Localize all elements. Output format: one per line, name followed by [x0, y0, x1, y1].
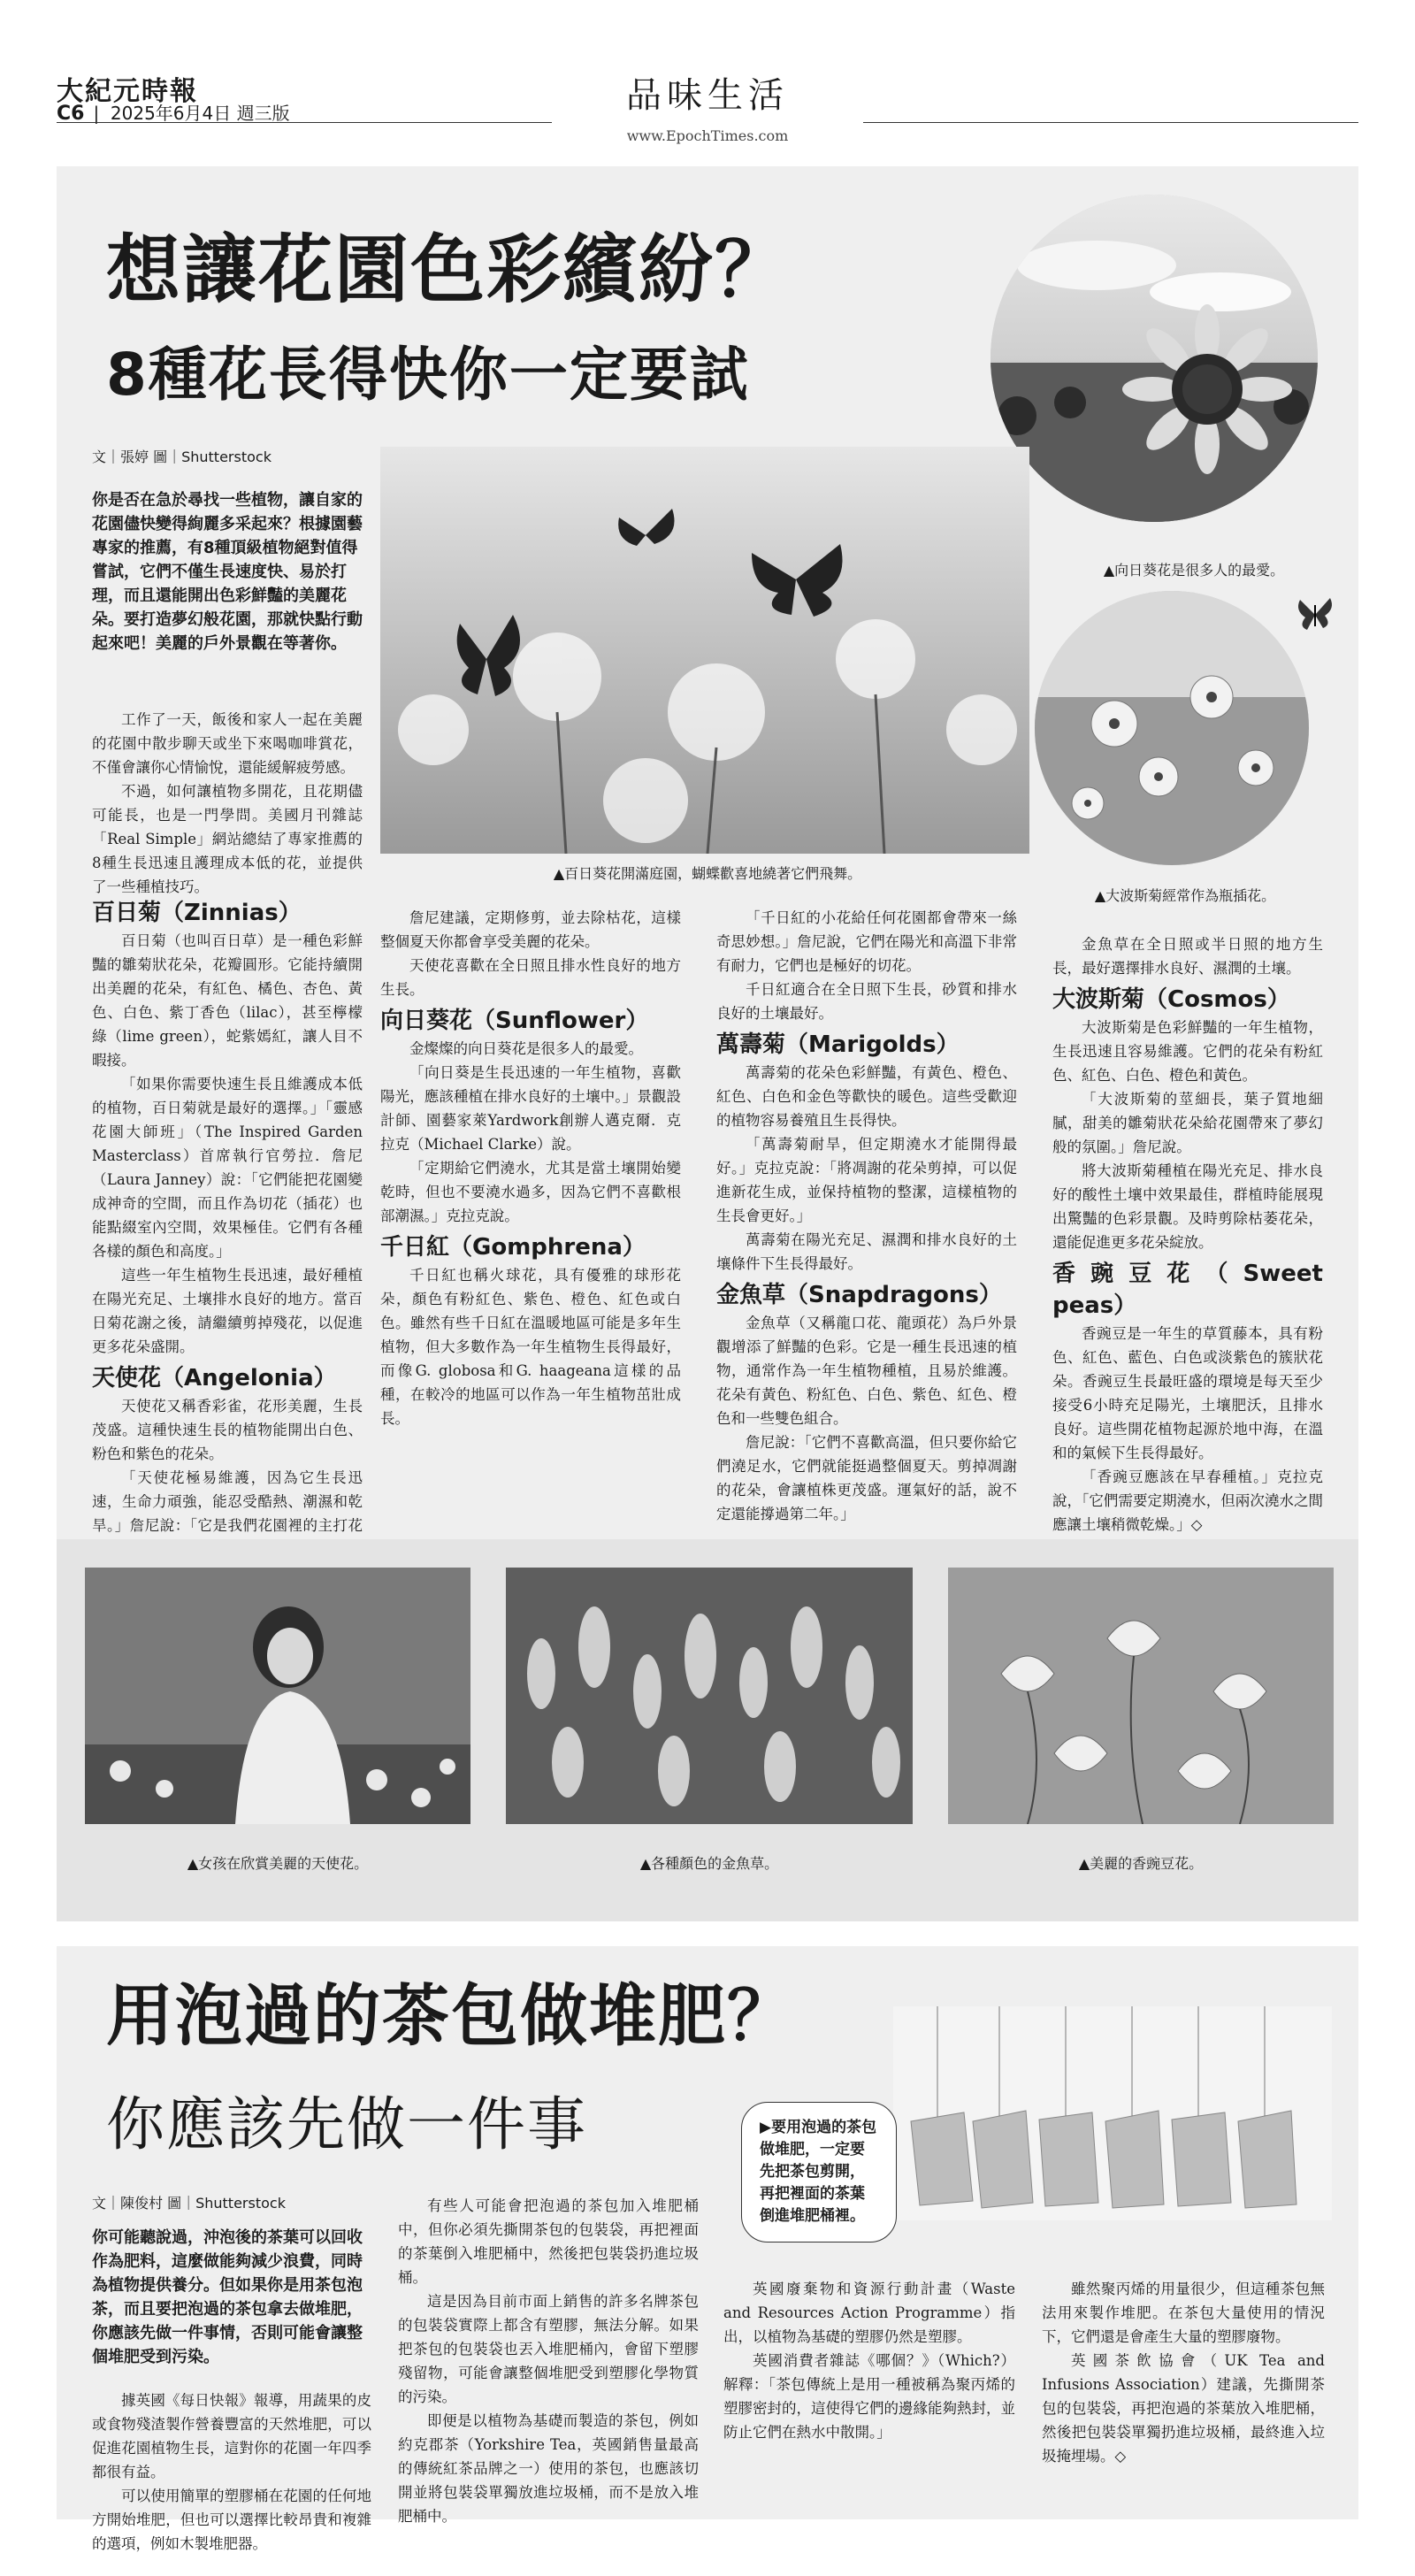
sunflower-paragraph: 金燦燦的向日葵花是很多人的最愛。	[409, 1040, 643, 1057]
article1-subtitle: 8種花長得快你一定要試	[106, 341, 750, 409]
gomphrena-paragraph: 千日紅適合在全日照下生長，砂質和排水良好的土壤最好。	[716, 981, 1017, 1022]
sunflower-paragraph: 「向日葵是生長迅速的一年生植物，喜歡陽光，應該種植在排水良好的土壤中。」景觀設計師、園藝家萊Yardwork創辦人邁克爾．克拉克（Michael Clarke）說。	[380, 1064, 681, 1153]
article2-paragraph: 可以使用簡單的塑膠桶在花園的任何地方開始堆肥，但也可以選擇比較昂貴和複雜的選項，例如木製堆肥器。	[92, 2488, 371, 2552]
article2-column-1	[92, 2388, 371, 2556]
zinnia-paragraph: 「如果你需要快速生長且維護成本低的植物，百日菊就是最好的選擇。」「靈感花園大師班」（The Inspired Garden Masterclass）首席執行官勞拉．詹尼（Laura Janney）說：「它們能把花園變成神奇的空間，而且作為切花（插花）也能點綴室內空間，效果極佳。它們有各種各樣的顏色和高度。」	[92, 1076, 363, 1260]
article1-byline: 文｜張婷 圖｜Shutterstock	[92, 448, 272, 465]
gomphrena-heading: 千日紅（Gomphrena）	[380, 1234, 646, 1261]
callout-teabag: ▶要用泡過的茶包做堆肥，一定要先把茶包剪開，再把裡面的茶葉倒進堆肥桶裡。	[741, 2102, 897, 2242]
article2-paragraph: 這是因為目前市面上銷售的許多名牌茶包的包裝袋實際上都含有塑膠，無法分解。如果把茶包的包裝袋也丟入堆肥桶內，會留下塑膠殘留物，可能會讓整個堆肥受到塑膠化學物質的污染。	[398, 2293, 699, 2405]
main-zinnia-photo	[380, 447, 1029, 854]
snapdragon-photo	[506, 1568, 913, 1824]
issue-date: 2025年6月4日 週三版	[110, 103, 290, 124]
cosmos-paragraph: 「大波斯菊的莖細長，葉子質地細膩，甜美的雛菊狀花朵給花園帶來了夢幻般的氛圍。」詹尼說。	[1052, 1091, 1323, 1155]
sweetpea-paragraph: 「香豌豆應該在早春種植。」克拉克說，「它們需要定期澆水，但兩次澆水之間應讓土壤稍微乾燥。」◇	[1052, 1468, 1323, 1533]
article2-paragraph: 據英國《每日快報》報導，用蔬果的皮或食物殘渣製作營養豐富的天然堆肥，可以促進花園植物生長，這對你的花園一年四季都很有益。	[92, 2392, 371, 2480]
header-rule-right	[863, 122, 1358, 123]
angelonia-heading: 天使花（Angelonia）	[92, 1365, 337, 1392]
article2-byline: 文｜陳俊村 圖｜Shutterstock	[92, 2195, 286, 2212]
sunflower-photo	[990, 195, 1318, 522]
teabag-photo	[893, 2006, 1332, 2220]
zinnia-paragraph: 百日菊（也叫百日草）是一種色彩鮮豔的雛菊狀花朵，花瓣圓形。它能持續開出美麗的花朵，有紅色、橘色、杏色、黃色、白色、紫丁香色（lilac），甚至檸檬綠（lime green），蛇紫嫣紅，讓人目不暇接。	[92, 932, 363, 1069]
snapdragon-paragraph: 金魚草在全日照或半日照的地方生長，最好選擇排水良好、濕潤的土壤。	[1052, 936, 1323, 977]
sweetpea-heading: 香豌豆花（Sweet peas）	[1052, 1261, 1323, 1319]
header-rule-left	[57, 122, 552, 123]
column-4	[1052, 932, 1323, 1537]
sunflower-heading: 向日葵花（Sunflower）	[380, 1008, 649, 1034]
article1-title: 想讓花園色彩繽紛？	[106, 226, 792, 313]
intro-paragraph: 不過，如何讓植物多開花，且花期儘可能長，也是一門學問。美國月刊雜誌「Real Simple」網站總結了專家推薦的8種生長迅速且護理成本低的花，並提供了一些種植技巧。	[92, 783, 363, 895]
sunflower-paragraph: 「定期給它們澆水，尤其是當土壤開始變乾時，但也不要澆水過多，因為它們不喜歡根部潮濕。」克拉克說。	[380, 1160, 681, 1224]
article2-column-3	[723, 2277, 1015, 2444]
intro-paragraph: 工作了一天，飯後和家人一起在美麗的花園中散步聊天或坐下來喝咖啡賞花，不僅會讓你心情愉悅，還能緩解疲勞感。	[92, 711, 363, 776]
gomphrena-paragraph: 「千日紅的小花給任何花園都會帶來一絲奇思妙想。」詹尼說，它們在陽光和高溫下非常有耐力，它們也是極好的切花。	[716, 909, 1017, 974]
marigold-heading: 萬壽菊（Marigolds）	[716, 1031, 960, 1058]
article2-title: 用泡過的茶包做堆肥？	[106, 1976, 796, 2055]
sweetpea-photo	[948, 1568, 1334, 1824]
site-url[interactable]: www.EpochTimes.com	[626, 127, 789, 144]
snapdragon-heading: 金魚草（Snapdragons）	[716, 1282, 1002, 1308]
article2-column-2	[398, 2194, 699, 2528]
caption-gallery-2: ▲各種顏色的金魚草。	[639, 1855, 779, 1872]
section-title: 品味生活	[626, 75, 789, 116]
angelonia-paragraph: 天使花又稱香彩雀，花形美麗，生長茂盛。這種快速生長的植物能開出白色、粉色和紫色的花朵。	[92, 1398, 363, 1462]
caption-gallery-3: ▲美麗的香豌豆花。	[1078, 1855, 1204, 1872]
marigold-paragraph: 萬壽菊的花朵色彩鮮豔，有黃色、橙色、紅色、白色和金色等歡快的暖色。這些受歡迎的植物容易養殖且生長得快。	[716, 1064, 1017, 1129]
cosmos-paragraph: 大波斯菊是色彩鮮豔的一年生植物，生長迅速且容易維護。它們的花朵有粉紅色、紅色、白色、橙色和黃色。	[1052, 1019, 1323, 1084]
article1-intro	[92, 708, 363, 899]
caption-sunflower: ▲向日葵花是很多人的最愛。	[1103, 562, 1285, 579]
cosmos-photo	[1035, 591, 1309, 865]
angelonia-paragraph: 詹尼建議，定期修剪，並去除枯花，這樣整個夏天你都會享受美麗的花朵。	[380, 909, 681, 950]
snapdragon-paragraph: 金魚草（又稱龍口花、龍頭花）為戶外景觀增添了鮮豔的色彩。它是一種生長迅速的植物，通常作為一年生植物種植，且易於維護。花朵有黃色、粉紅色、白色、紫色、紅色、橙色和一些雙色組合。	[716, 1315, 1017, 1427]
article2-column-4	[1042, 2277, 1325, 2468]
cosmos-heading: 大波斯菊（Cosmos）	[1052, 986, 1290, 1013]
masthead: 大紀元時報	[57, 76, 198, 107]
caption-gallery-1: ▲女孩在欣賞美麗的天使花。	[187, 1855, 369, 1872]
column-1	[92, 893, 363, 1585]
cosmos-paragraph: 將大波斯菊種植在陽光充足、排水良好的酸性土壤中效果最佳，群植時能展現出驚豔的色彩景觀。及時剪除枯萎花朵，還能促進更多花朵綻放。	[1052, 1162, 1323, 1251]
article2-paragraph: 即便是以植物為基礎而製造的茶包，例如約克郡茶（Yorkshire Tea，英國銷售量最高的傳統紅茶品牌之一）使用的茶包，也應該切開並將包裝袋單獨放進垃圾桶，而不是放入堆肥桶中。	[398, 2412, 699, 2525]
article2-paragraph: 雖然聚丙烯的用量很少，但這種茶包無法用來製作堆肥。在茶包大量使用的情況下，它們還是會產生大量的塑膠廢物。	[1042, 2281, 1325, 2345]
caption-main: ▲百日葵花開滿庭園，蝴蝶歡喜地繞著它們飛舞。	[553, 865, 862, 882]
zinnia-heading: 百日菊（Zinnias）	[92, 900, 302, 926]
article2-paragraph: 英國廢棄物和資源行動計畫（Waste and Resources Action Programme）指出，以植物為基礎的塑膠仍然是塑膠。	[723, 2281, 1015, 2345]
snapdragon-paragraph: 詹尼說：「它們不喜歡高溫，但只要你給它們澆足水，它們就能挺過整個夏天。剪掉凋謝的花朵，會讓植株更茂盛。運氣好的話，說不定還能撐過第二年。」	[716, 1434, 1017, 1522]
column-3	[716, 906, 1017, 1526]
article2-paragraph: 有些人可能會把泡過的茶包加入堆肥桶中，但你必須先撕開茶包的包裝袋，再把裡面的茶葉倒入堆肥桶中，然後把包裝袋扔進垃圾桶。	[398, 2197, 699, 2286]
zinnia-paragraph: 這些一年生植物生長迅速，最好種植在陽光充足、土壤排水良好的地方。當百日菊花謝之後，請繼續剪掉殘花，以促進更多花朵盛開。	[92, 1267, 363, 1355]
caption-cosmos: ▲大波斯菊經常作為瓶插花。	[1094, 887, 1276, 904]
sweetpea-paragraph: 香豌豆是一年生的草質藤本，具有粉色、紅色、藍色、白色或淡紫色的簇狀花朵。香豌豆生長最旺盛的環境是每天至少接受6小時充足陽光，土壤肥沃，且排水良好。這些開花植物起源於地中海，在溫和的氣候下生長得最好。	[1052, 1325, 1323, 1461]
angelonia-girl-photo	[85, 1568, 470, 1824]
gomphrena-paragraph: 千日紅也稱火球花，具有優雅的球形花朵，顏色有粉紅色、紫色、橙色、紅色或白色。雖然有些千日紅在溫暖地區可能是多年生植物，但大多數作為一年生植物生長得最好，而像G. globosa和G. haageana這樣的品種，在較冷的地區可以作為一年生植物茁壯成長。	[380, 1267, 681, 1427]
angelonia-paragraph: 天使花喜歡在全日照且排水性良好的地方生長。	[380, 957, 681, 998]
marigold-paragraph: 「萬壽菊耐旱，但定期澆水才能開得最好。」克拉克說：「將凋謝的花朵剪掉，可以促進新花生成，並保持植物的整潔，這樣植物的生長會更好。」	[716, 1136, 1017, 1224]
article2-paragraph: 英國茶飲協會（UK Tea and Infusions Association）建議，先撕開茶包的包裝袋，再把泡過的茶葉放入堆肥桶，然後把包裝袋單獨扔進垃圾桶，最終進入垃圾掩埋場。◇	[1042, 2352, 1325, 2465]
page-number: C6	[57, 103, 85, 125]
angelonia-paragraph: 「天使花極易維護，因為它生長迅速，生命力頑強，能忍受酷熱、潮濕和乾旱。」詹尼說：「它是我們花園裡的主打花	[92, 1469, 363, 1534]
article1-lead: 你是否在急於尋找一些植物，讓自家的花園儘快變得絢麗多采起來？根據園藝專家的推薦，有8種頂級植物絕對值得嘗試，它們不僅生長速度快、易於打理，而且還能開出色彩鮮豔的美麗花朵。要打造夢幻般花園，那就快點行動起來吧！美麗的戶外景觀在等著你。	[92, 491, 363, 653]
article2-lead: 你可能聽說過，沖泡後的茶葉可以回收作為肥料，這麼做能夠減少浪費，同時為植物提供養分。但如果你是用茶包泡茶，而且要把泡過的茶包拿去做堆肥，你應該先做一件事情，否則可能會讓整個堆肥受到污染。	[92, 2228, 363, 2366]
article2-subtitle: 你應該先做一件事	[106, 2090, 587, 2158]
marigold-paragraph: 萬壽菊在陽光充足、濕潤和排水良好的土壤條件下生長得最好。	[716, 1231, 1017, 1272]
article2-paragraph: 英國消費者雜誌《哪個？》（Which?）解釋：「茶包傳統上是用一種被稱為聚丙烯的塑膠密封的，這使得它們的邊緣能夠熱封，並防止它們在熱水中散開。」	[723, 2352, 1015, 2441]
page-info: C6 | 2025年6月4日 週三版	[57, 103, 290, 125]
column-2	[380, 906, 681, 1430]
butterfly-icon	[1293, 593, 1337, 637]
